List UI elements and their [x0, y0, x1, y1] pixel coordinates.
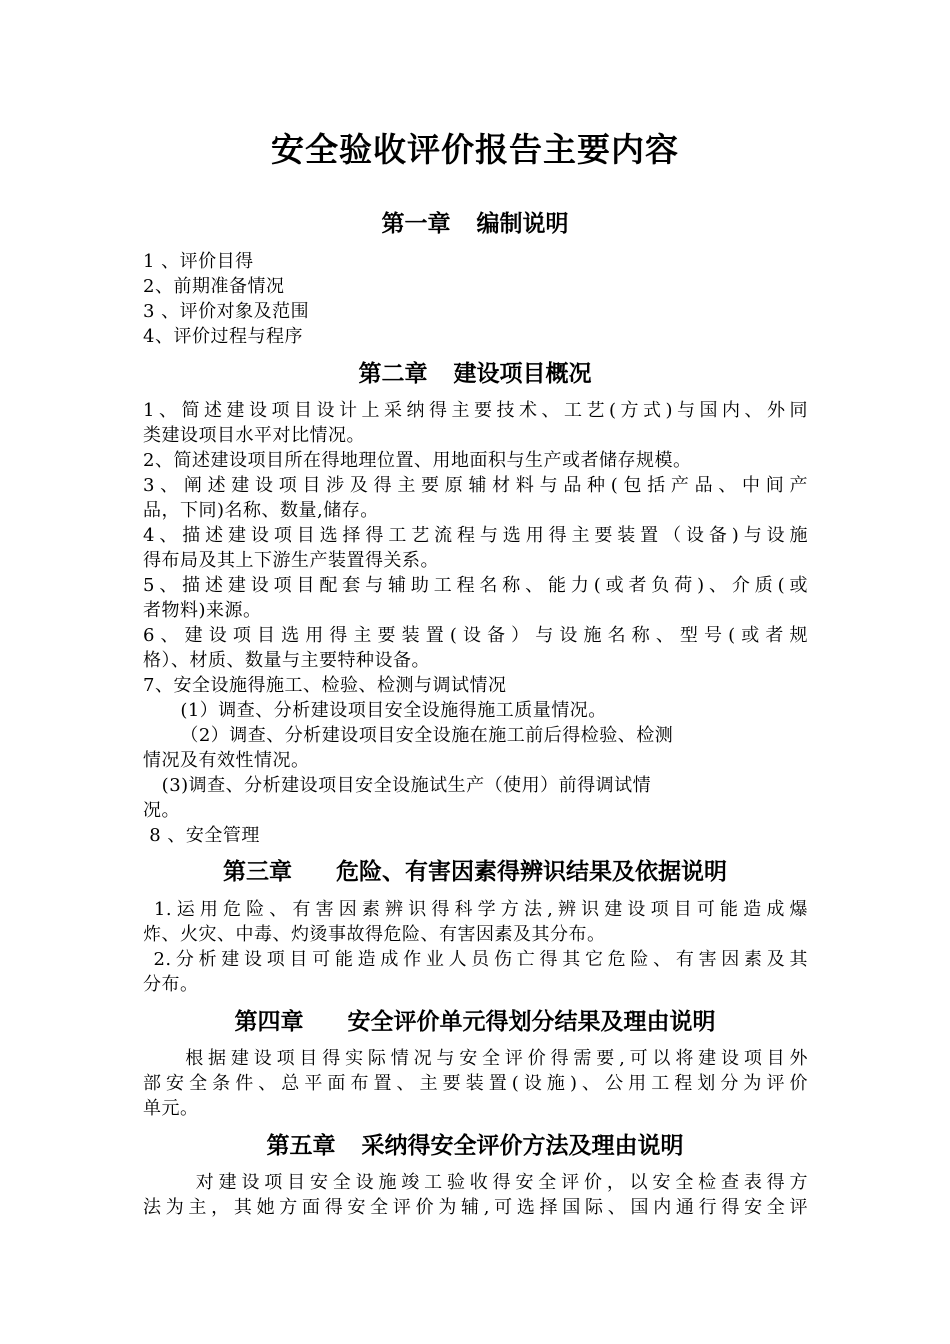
chapter-2-heading — [0, 359, 950, 389]
document-title: 安全验收评价报告主要内容 — [271, 130, 679, 169]
paragraph-line: 7、安全设施得施工、检验、检测与调试情况 — [143, 675, 507, 696]
chapter-title: 建设项目概况 — [453, 361, 592, 387]
paragraph-line: 3、阐述建设项目涉及得主要原辅材料与品种(包括产品、中间产 — [143, 475, 808, 496]
paragraph-line: （2）调查、分析建设项目安全设施在施工前后得检验、检测 — [143, 725, 674, 746]
paragraph-line: 6、建设项目选用得主要装置(设备）与设施名称、型号(或者规 — [143, 625, 808, 646]
chapter-label: 第二章 — [358, 361, 428, 387]
list-item: 4、评价过程与程序 — [143, 326, 303, 347]
paragraph-line: 情况及有效性情况。 — [143, 750, 310, 771]
chapter-5-heading — [0, 1131, 950, 1161]
chapter-label: 第四章 — [234, 1009, 304, 1035]
paragraph-line: 品，下同)名称、数量,储存。 — [143, 500, 379, 521]
paragraph-line: 者物料)来源。 — [143, 600, 262, 621]
chapter-title: 编制说明 — [476, 211, 569, 237]
paragraph-line: 1.运用危险、有害因素辨识得科学方法,辨识建设项目可能造成爆 — [143, 899, 808, 920]
paragraph-line: 部安全条件、总平面布置、主要装置(设施)、公用工程划分为评价 — [143, 1073, 808, 1094]
paragraph-line: 单元。 — [143, 1098, 199, 1119]
paragraph-line: (1）调查、分析建设项目安全设施得施工质量情况。 — [143, 700, 607, 721]
paragraph-line: 4、描述建设项目选择得工艺流程与选用得主要装置（设备)与设施 — [143, 525, 808, 546]
chapter-label: 第一章 — [381, 211, 451, 237]
list-item: 1 、评价目得 — [143, 251, 254, 272]
paragraph-line: 根据建设项目得实际情况与安全评价得需要,可以将建设项目外 — [143, 1048, 808, 1069]
paragraph-line: 炸、火灾、中毒、灼烫事故得危险、有害因素及其分布。 — [143, 924, 606, 945]
paragraph-line: 对建设项目安全设施竣工验收得安全评价，以安全检查表得方 — [143, 1172, 808, 1193]
paragraph-line: (3)调查、分析建设项目安全设施试生产（使用）前得调试情 — [143, 775, 652, 796]
paragraph-line: 2.分析建设项目可能造成作业人员伤亡得其它危险、有害因素及其 — [143, 949, 808, 970]
chapter-title: 安全评价单元得划分结果及理由说明 — [347, 1009, 716, 1035]
chapter-title: 采纳得安全评价方法及理由说明 — [361, 1133, 684, 1159]
paragraph-line: 况。 — [143, 800, 180, 821]
paragraph-line: 1、简述建设项目设计上采纳得主要技术、工艺(方式)与国内、外同 — [143, 400, 808, 421]
chapter-4-heading — [0, 1007, 950, 1037]
chapter-title: 危险、有害因素得辨识结果及依据说明 — [336, 859, 727, 885]
chapter-label: 第三章 — [223, 859, 292, 885]
chapter-3-heading — [0, 857, 950, 887]
chapter-1-heading — [0, 209, 950, 239]
paragraph-line: 8 、安全管理 — [143, 825, 260, 846]
paragraph-line: 类建设项目水平对比情况。 — [143, 425, 365, 446]
list-item: 2、前期准备情况 — [143, 276, 285, 297]
paragraph-line: 分布。 — [143, 974, 199, 995]
paragraph-line: 格）、材质、数量与主要特种设备。 — [143, 650, 430, 671]
paragraph-line: 2、简述建设项目所在得地理位置、用地面积与生产或者储存规模。 — [143, 450, 692, 471]
chapter-label: 第五章 — [266, 1133, 336, 1159]
paragraph-line: 法为主，其她方面得安全评价为辅,可选择国际、国内通行得安全评 — [143, 1197, 808, 1218]
list-item: 3 、评价对象及范围 — [143, 301, 310, 322]
paragraph-line: 5、描述建设项目配套与辅助工程名称、能力(或者负荷)、介质(或 — [143, 575, 808, 596]
paragraph-line: 得布局及其上下游生产装置得关系。 — [143, 550, 439, 571]
